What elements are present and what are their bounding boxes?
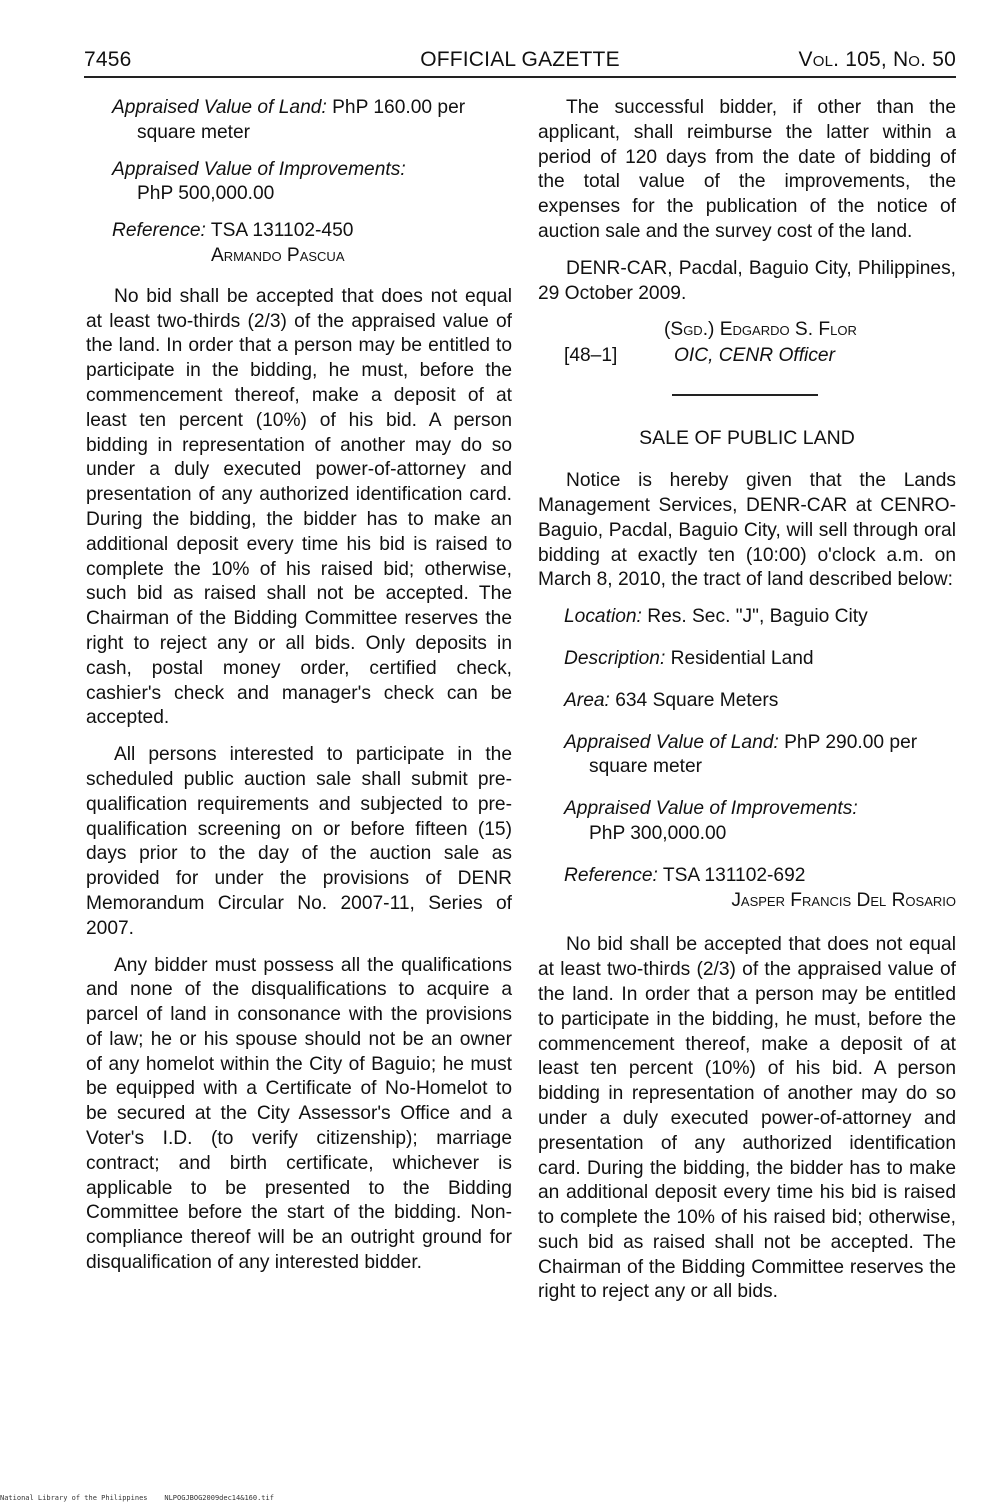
reference-name-2: Jasper Francis Del Rosario (731, 889, 956, 911)
land-value-label: Appraised Value of Land: (112, 97, 327, 118)
reference-value: TSA 131102-450 (210, 220, 354, 242)
page-header (84, 48, 956, 78)
footer-library: National Library of the Philippines (0, 1494, 148, 1502)
right-column (538, 96, 956, 1317)
improvements-label: Appraised Value of Improvements: (112, 158, 406, 180)
location-value: Res. Sec. "J", Baguio City (647, 606, 868, 628)
reference-label-2: Reference: (564, 864, 658, 886)
docket-number: [48–1] (564, 345, 618, 367)
land-value-field (112, 96, 512, 146)
place-date: DENR-CAR, Pacdal, Baguio City, Philippines, 29 October 2009. (538, 257, 956, 304)
area-label: Area: (564, 689, 610, 711)
section-title: SALE OF PUBLIC LAND (639, 427, 855, 450)
description-value: Residential Land (670, 647, 814, 669)
reference-label: Reference: (112, 220, 206, 242)
scan-footer (0, 1494, 274, 1502)
improvements-label-2: Appraised Value of Improvements: (564, 798, 858, 820)
header-rule (84, 76, 956, 78)
area-field (564, 689, 956, 714)
section-divider (672, 394, 818, 396)
signature-block (538, 318, 956, 378)
reference-field (112, 219, 512, 244)
bid-rules-paragraph-2: No bid shall be accepted that does not equal at least two-thirds (2/3) of the appraised value of the land. In order that a person may be entitled to participate in the bidding, he must, before the commencement thereof, make a deposit of at least ten percent (10%) of his bid. A person bidding in representation of another may do so under a duly executed power-of-attorney and presentation of any authorized identification card. During the bidding, the bidder has to make an additional deposit every time his bid is raised to complete the 10% of his raised bid; otherwise, such bid as raised shall not be accepted. The Chairman of the Bidding Committee reserves the right to reject any or all bids. (538, 934, 956, 1303)
footer-file-id: NLPOGJBOG2009dec14&160.tif (164, 1494, 274, 1502)
publication-title: OFFICIAL GAZETTE (420, 48, 620, 71)
notice-paragraph: Notice is hereby given that the Lands Management Services, DENR-CAR at CENRO-Baguio, Pacdal, Baguio City, will sell through oral bidding at exactly ten (10:00) o'clock a.m. on March 8, 2010, the tract of land described below: (538, 470, 956, 591)
land-value-label-2: Appraised Value of Land: (564, 731, 779, 753)
reference-value-2: TSA 131102-692 (662, 864, 806, 886)
improvements-value: PhP 500,000.00 (137, 183, 275, 205)
prequalification-paragraph: All persons interested to participate in the scheduled public auction sale shall submit pre-qualification requirements and subjected to pre-qualification screening on or before fifteen (15) days prior to the day of the auction sale as provided for under the provisions of DENR Memorandum Circular No. 2007-11, Series of 2007. (86, 744, 512, 939)
land-value-2: PhP 290.00 per square meter (589, 731, 918, 778)
description-label: Description: (564, 647, 666, 669)
bid-rules-paragraph: No bid shall be accepted that does not equal at least two-thirds (2/3) of the appraised value of the land. In order that a person may be entitled to participate in the bidding, he must, before the commencement thereof, make a deposit of at least ten percent (10%) of his bid. A person bidding in representation of another may do so under a duly executed power-of-attorney and presentation of any authorized identification card. During the bidding, the bidder has to make an additional deposit every time his bid is raised to complete the 10% of his raised bid; otherwise, such bid as raised shall not be accepted. The Chairman of the Bidding Committee reserves the right to reject any or all bids. Only deposits in cash, postal money order, certified check, cashier's check and manager's check can be accepted. (86, 285, 512, 729)
signatory-title: OIC, CENR Officer (674, 345, 835, 367)
reimbursement-paragraph: The successful bidder, if other than the applicant, shall reimburse the latter within a period of 120 days from the date of bidding of the total value of the improvements, the expenses for the publication of the notice of auction sale and the survey cost of the land. (538, 97, 956, 242)
location-field (564, 605, 956, 630)
qualifications-paragraph: Any bidder must possess all the qualifications and none of the disqualifications to acquire a parcel of land in consonance with the provisions of law; he or his spouse should not be an owner of any homelot within the City of Baguio; he must be equipped with a Certificate of No-Homelot to be secured at the City Assessor's Office and a Voter's I.D. (to verify citizenship); marriage contract; and birth certificate, whichever is applicable to be presented to the Bidding Committee before the start of the bidding. Non-compliance thereof will be an outright ground for disqualification of any interested bidder. (86, 954, 512, 1274)
left-column (86, 96, 512, 1288)
reference-name: Armando Pascua (211, 244, 345, 266)
signatory: (Sgd.) Edgardo S. Flor (664, 319, 857, 341)
page-number: 7456 (84, 48, 132, 71)
improvements-field (112, 158, 512, 208)
land-value-field-2 (564, 731, 956, 781)
improvements-value-2: PhP 300,000.00 (589, 822, 727, 844)
reference-field-2 (564, 864, 956, 889)
location-label: Location: (564, 606, 642, 628)
volume-number: Vol. 105, No. 50 (798, 48, 956, 71)
improvements-field-2 (564, 797, 956, 847)
description-field (564, 647, 956, 672)
land-value: PhP 160.00 per square meter (137, 97, 466, 143)
area-value: 634 Square Meters (615, 689, 779, 711)
